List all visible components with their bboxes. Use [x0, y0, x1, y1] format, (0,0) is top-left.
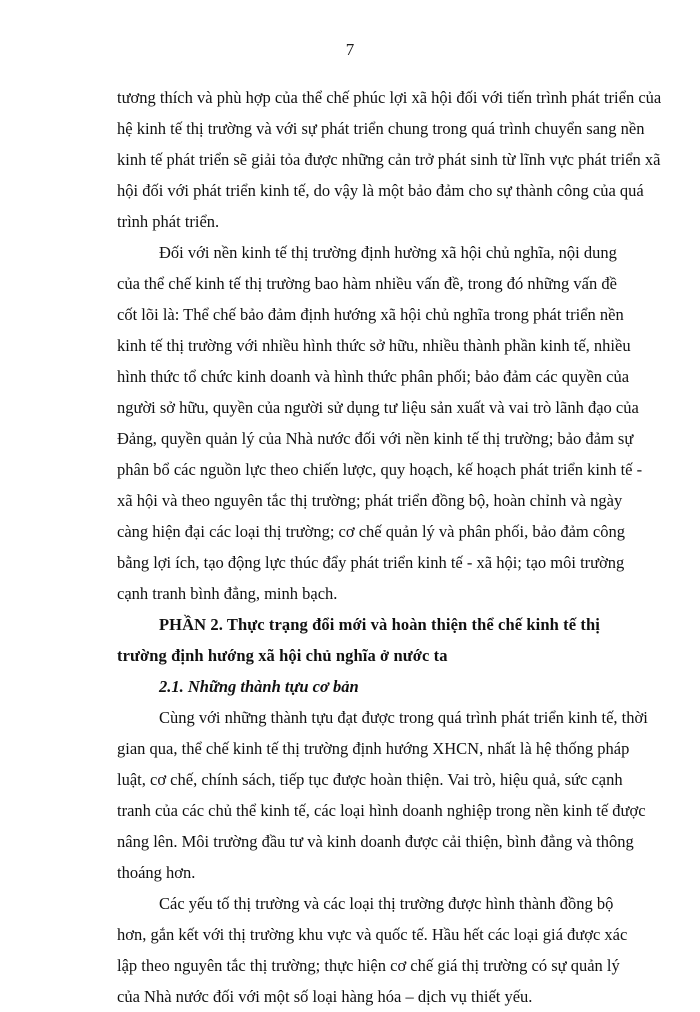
- heading-line: PHẦN 2. Thực trạng đổi mới và hoàn thiện thể chế kinh tế thị: [159, 615, 600, 634]
- page-number: 7: [345, 40, 355, 59]
- text-line: cốt lõi là: Thể chế bảo đảm định hướng xã hội chủ nghĩa trong phát triển nền: [117, 305, 624, 324]
- text-line: bằng lợi ích, tạo động lực thúc đẩy phát triển kinh tế - xã hội; tạo môi trường: [117, 553, 625, 572]
- text-line: càng hiện đại các loại thị trường; cơ chế quản lý và phân phối, bảo đảm công: [117, 522, 625, 541]
- subheading-line: 2.1. Những thành tựu cơ bản: [159, 677, 359, 696]
- text-line: người sở hữu, quyền của người sử dụng tư liệu sản xuất và vai trò lãnh đạo của: [117, 398, 639, 417]
- text-line: của Nhà nước đối với một số loại hàng hóa – dịch vụ thiết yếu.: [117, 987, 533, 1006]
- subsection-heading: [117, 671, 593, 702]
- paragraph-market-factors: [117, 888, 628, 1012]
- text-line: hội đối với phát triển kinh tế, do vậy là một bảo đảm cho sự thành công của quá: [117, 181, 644, 200]
- text-line: hơn, gắn kết với thị trường khu vực và quốc tế. Hầu hết các loại giá được xác: [117, 925, 628, 944]
- text-line: hệ kinh tế thị trường và với sự phát triển chung trong quá trình chuyển sang nền: [117, 119, 645, 138]
- text-line: Đối với nền kinh tế thị trường định hường xã hội chủ nghĩa, nội dung: [159, 243, 617, 262]
- text-line: thoáng hơn.: [117, 863, 196, 882]
- text-line: gian qua, thể chế kinh tế thị trường định hướng XHCN, nhất là hệ thống pháp: [117, 739, 630, 758]
- text-line: kinh tế thị trường với nhiều hình thức sở hữu, nhiều thành phần kinh tế, nhiều: [117, 336, 631, 355]
- text-line: nâng lên. Môi trường đầu tư và kinh doanh được cải thiện, bình đẳng và thông: [117, 832, 634, 851]
- text-line: phân bổ các nguồn lực theo chiến lược, quy hoạch, kế hoạch phát triển kinh tế -: [117, 460, 643, 479]
- text-line: luật, cơ chế, chính sách, tiếp tục được hoàn thiện. Vai trò, hiệu quả, sức cạnh: [117, 770, 623, 789]
- text-line: kinh tế phát triển sẽ giải tỏa được những cản trở phát sinh từ lĩnh vực phát triển xã: [117, 150, 661, 169]
- paragraph-achievements: [117, 702, 648, 888]
- section-heading: [117, 609, 600, 671]
- text-line: Các yếu tố thị trường và các loại thị trường được hình thành đồng bộ: [159, 894, 614, 913]
- heading-line: trường định hướng xã hội chủ nghĩa ở nước ta: [117, 646, 448, 665]
- text-line: của thể chế kinh tế thị trường bao hàm nhiều vấn đề, trong đó những vấn đề: [117, 274, 617, 293]
- text-line: cạnh tranh bình đẳng, minh bạch.: [117, 584, 338, 603]
- paragraph-market-institutions: [117, 237, 643, 609]
- text-line: Cùng với những thành tựu đạt được trong quá trình phát triển kinh tế, thời: [159, 708, 648, 727]
- text-line: hình thức tổ chức kinh doanh và hình thức phân phối; bảo đảm các quyền của: [117, 367, 630, 386]
- text-line: xã hội và theo nguyên tắc thị trường; phát triển đồng bộ, hoàn chỉnh và ngày: [117, 491, 623, 510]
- document-body: [117, 82, 662, 1012]
- text-line: tương thích và phù hợp của thể chế phúc lợi xã hội đối với tiến trình phát triển của: [117, 88, 662, 107]
- text-line: lập theo nguyên tắc thị trường; thực hiện cơ chế giá thị trường có sự quản lý: [117, 956, 620, 975]
- text-line: trình phát triển.: [117, 212, 220, 231]
- text-line: Đảng, quyền quản lý của Nhà nước đối với nền kinh tế thị trường; bảo đảm sự: [117, 429, 634, 448]
- text-line: tranh của các chủ thể kinh tế, các loại hình doanh nghiệp trong nền kinh tế được: [117, 801, 646, 820]
- paragraph-intro-continuation: [117, 82, 662, 237]
